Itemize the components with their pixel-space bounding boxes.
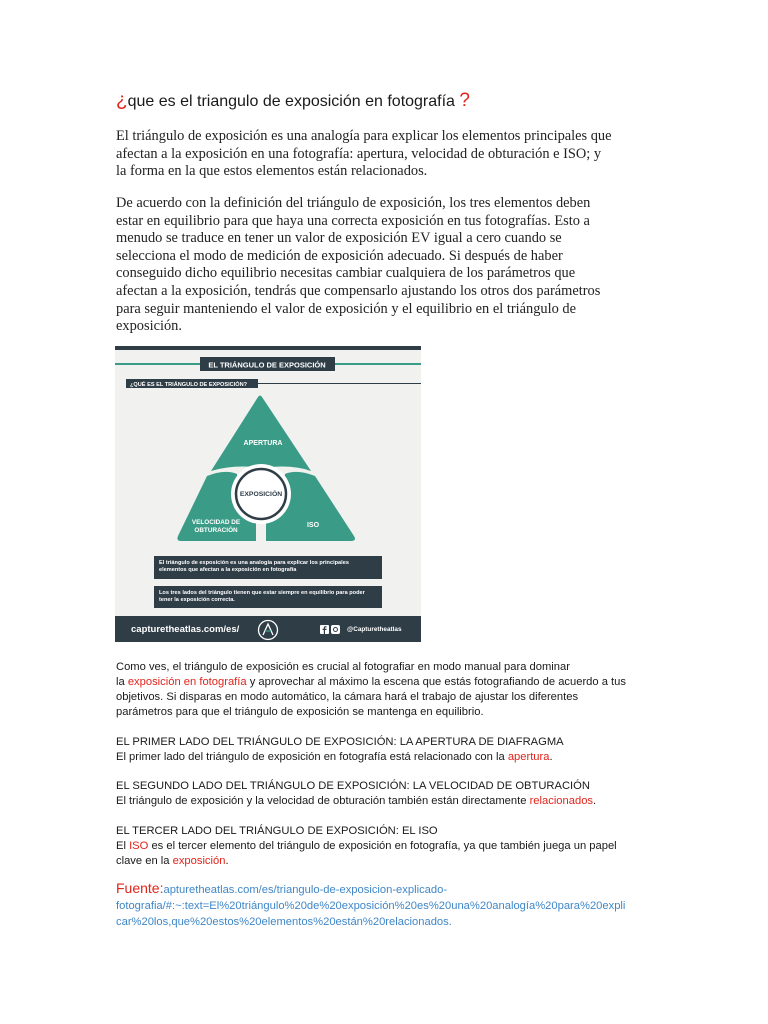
text-line: la forma en la que estos elementos están relacionados. [116,163,428,180]
section-third-side [116,824,661,869]
box-line: elementos que afectan a la exposición en fotografía [159,567,297,573]
info-box-definition [154,556,382,579]
text-fragment: la [116,676,128,688]
box-line: Los tres lados del triángulo tienen que estar siempre en equilibrio para poder [159,590,365,596]
apertura-link[interactable]: apertura [507,751,550,763]
source-citation [116,880,661,930]
text-fragment: . [225,855,229,867]
velocidad-label-line2: OBTURACIÓN [194,527,238,534]
text-line: menudo se traduce en tener un valor de exposición EV igual a cero cuando se [116,230,562,247]
title-open-mark: ¿ [116,90,128,111]
site-url: capturetheatlas.com/es/ [131,624,240,635]
text-line: afectan a la exposición en una fotografía: apertura, velocidad de obturación e ISO; y [116,145,602,162]
exposicion-link[interactable]: exposición [172,855,226,867]
text-line: Como ves, el triángulo de exposición es crucial al fotografiar en modo manual para dominar [116,661,570,673]
box-line: tener la exposición correcta. [159,597,235,603]
source-url-part[interactable]: fotografia/#:~:text=El%20triángulo%20de%20exposición%20es%20una%20analogía%20para%20expli [116,900,626,912]
paragraph-manual-mode [116,660,661,720]
section-second-side [116,779,661,809]
section-heading: EL SEGUNDO LADO DEL TRIÁNGULO DE EXPOSICIÓN: LA VELOCIDAD DE OBTURACIÓN [116,780,590,792]
text-line: para seguir manteniendo el valor de exposición y el equilibrio en el triángulo de [116,300,576,317]
text-fragment: El primer lado del triángulo de exposición en fotografía está relacionado con la [116,751,508,763]
text-fragment: es el tercer elemento del triángulo de exposición en fotografía, ya que también juega un papel [148,840,617,852]
text-line: estar en equilibrio para que haya una correcta exposición en tus fotografías. Esto a [116,212,590,229]
paragraph-intro [116,128,656,181]
infographic-question: ¿QUÉ ES EL TRIÁNGULO DE EXPOSICIÓN? [130,382,248,388]
text-line [116,794,661,809]
source-url-part[interactable]: car%20los,que%20estos%20elementos%20están%20relacionados. [116,916,452,928]
text-fragment: El [116,840,130,852]
section-heading: EL PRIMER LADO DEL TRIÁNGULO DE EXPOSICIÓN: LA APERTURA DE DIAFRAGMA [116,736,564,748]
exposicion-label: EXPOSICIÓN [239,491,283,498]
paragraph-definition [116,195,656,336]
relacionados-link[interactable]: relacionados [529,795,594,807]
section-heading: EL TERCER LADO DEL TRIÁNGULO DE EXPOSICIÓN: EL ISO [116,825,438,837]
text-fragment: y aprovechar al máximo la escena que estás fotografiando de acuerdo a tus [246,676,626,688]
social-handle: @Capturetheatlas [347,626,402,633]
source-label: Fuente: [116,880,164,896]
text-line [116,839,661,854]
apertura-label: APERTURA [243,440,283,447]
text-line [116,675,661,690]
title-text: que es el triangulo de exposición en fotografía [127,93,460,110]
text-line: conseguido dicho equilibrio necesitas cambiar cualquiera de los parámetros que [116,265,576,282]
text-line [116,880,661,898]
logo-icon [257,619,279,641]
text-line: parámetros para que el triángulo de exposición se mantenga en equilibrio. [116,706,484,718]
text-line: exposición. [116,318,182,335]
infographic-header-text: EL TRIÁNGULO DE EXPOSICIÓN [208,360,326,370]
text-line: De acuerdo con la definición del triángulo de exposición, los tres elementos deben [116,195,591,211]
section-first-side [116,735,661,765]
text-line: El triángulo de exposición es una analogía para explicar los elementos principales que [116,128,612,144]
source-url-part[interactable]: apturetheatlas.com/es/triangulo-de-exposicion-explicado- [163,884,448,896]
instagram-icon [331,625,340,634]
text-fragment: . [549,751,553,763]
iso-link[interactable]: ISO [129,840,149,852]
text-line: objetivos. Si disparas en modo automático, la cámara hará el trabajo de ajustar los diferentes [116,691,579,703]
exposicion-fotografia-link[interactable]: exposición en fotografía [127,676,247,688]
text-fragment: El triángulo de exposición y la velocidad de obturación también están directamente [116,795,530,807]
text-line [116,750,661,765]
velocidad-label-line1: VELOCIDAD DE [191,519,241,526]
page-title [116,90,470,112]
title-close-mark: ? [459,90,470,111]
text-fragment: clave en la [116,855,173,867]
iso-label: ISO [306,522,320,529]
text-fragment: . [593,795,597,807]
triangle-top-piece [211,396,311,472]
text-line: selecciona el modo de medición de exposición adecuado. Si después de haber [116,247,563,264]
facebook-icon [320,625,329,634]
info-box-balance [154,586,382,608]
text-line [116,854,661,869]
text-line: afectan a la exposición, tendrás que compensarlo ajustando los otros dos parámetros [116,282,601,299]
box-line: El triángulo de exposición es una analogía para explicar los principales [159,560,349,566]
top-bar [115,346,421,350]
exposure-triangle-infographic [115,346,421,642]
